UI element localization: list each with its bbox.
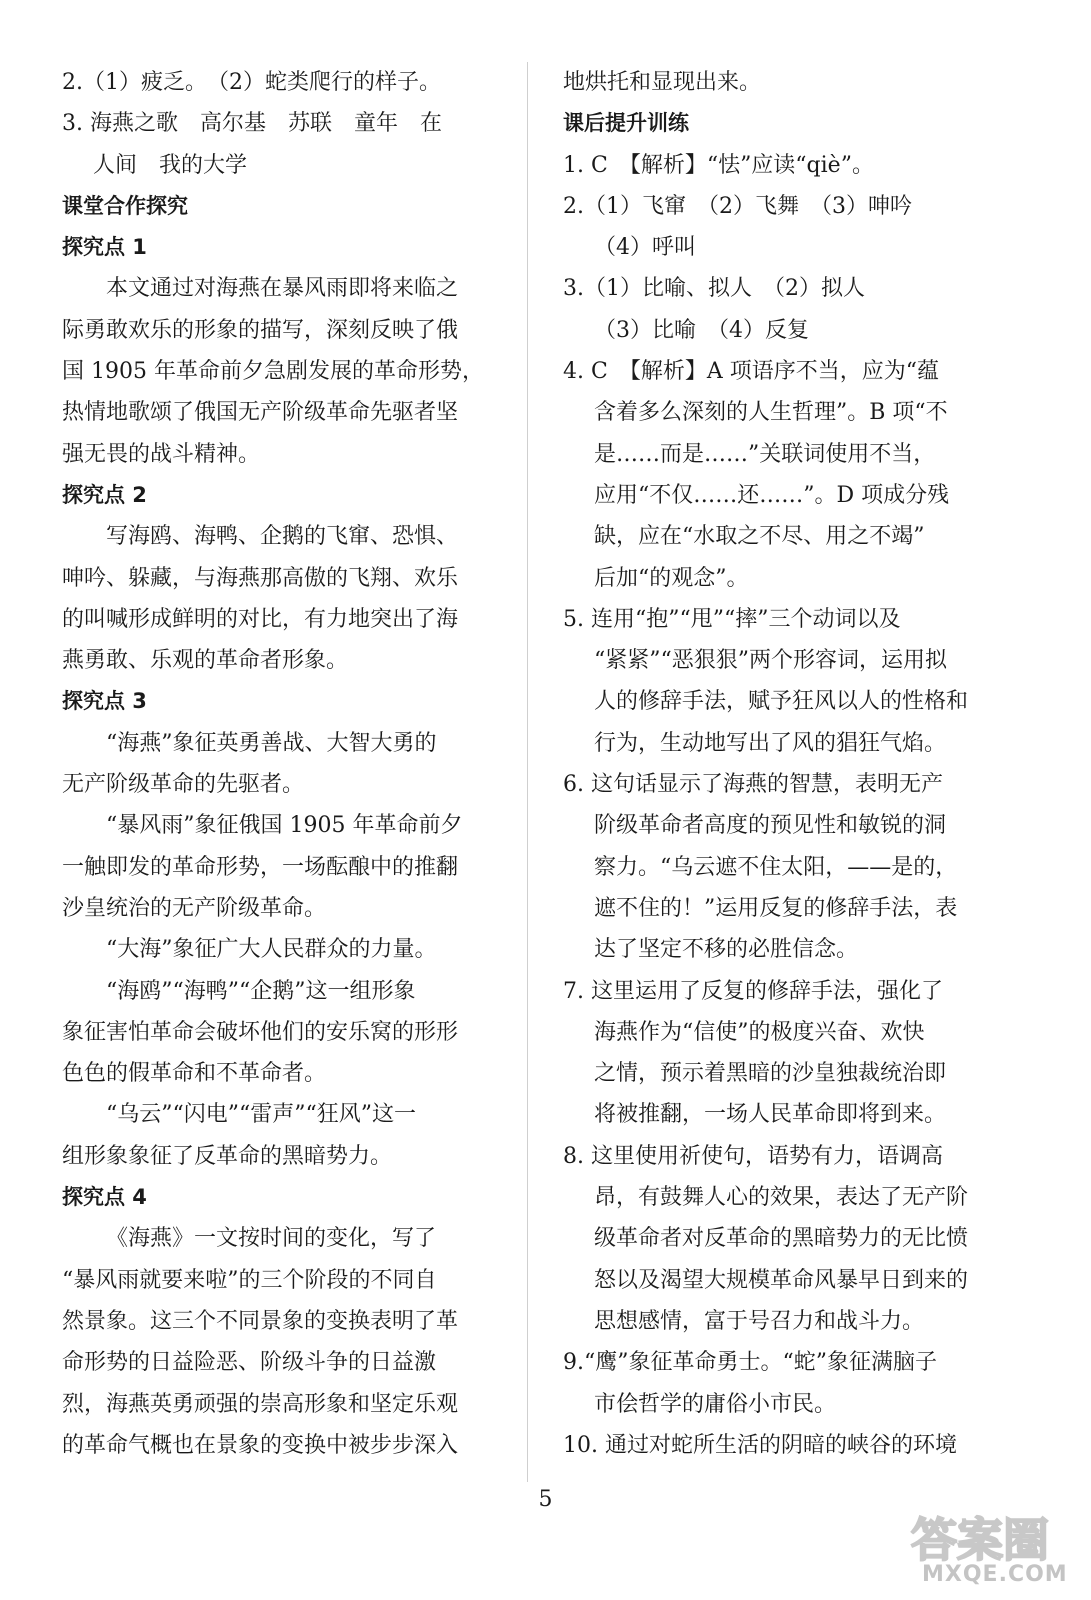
watermark-text: 答案圈 bbox=[911, 1513, 1049, 1567]
text-line: “海燕”象征英勇善战、大智大勇的 bbox=[106, 730, 437, 756]
text-line: 缺，应在“水取之不尽、用之不竭” bbox=[594, 524, 925, 550]
text-line: 一触即发的革命形势，一场酝酿中的推翻 bbox=[62, 854, 459, 880]
text-line: 遮不住的！”运用反复的修辞手法，表 bbox=[594, 895, 958, 921]
text-line: 应用“不仅……还……”。D 项成分残 bbox=[594, 482, 950, 508]
text-line: 达了坚定不移的必胜信念。 bbox=[594, 937, 859, 963]
text-line: 象征害怕革命会破坏他们的安乐窝的形形 bbox=[62, 1019, 459, 1045]
watermark-logo bbox=[900, 1508, 1060, 1568]
section-heading: 课堂合作探究 bbox=[62, 193, 188, 218]
text-line: 5. 连用“抱”“甩”“摔”三个动词以及 bbox=[563, 606, 901, 632]
text-line: 热情地歌颂了俄国无产阶级革命先驱者坚 bbox=[62, 400, 459, 426]
text-line: 市侩哲学的庸俗小市民。 bbox=[594, 1391, 837, 1417]
section-heading: 探究点 4 bbox=[62, 1185, 147, 1210]
text-line: “乌云”“闪电”“雷声”“狂风”这一 bbox=[106, 1102, 416, 1128]
text-line: 将被推翻，一场人民革命即将到来。 bbox=[594, 1102, 947, 1128]
text-line: 2.（1）飞窜 （2）飞舞 （3）呻吟 bbox=[563, 193, 912, 219]
text-line: 海燕作为“信使”的极度兴奋、欢快 bbox=[594, 1019, 925, 1045]
text-line: 3.（1）比喻、拟人 （2）拟人 bbox=[563, 276, 865, 302]
text-line: 烈，海燕英勇顽强的崇高形象和坚定乐观 bbox=[62, 1391, 459, 1417]
column-divider bbox=[527, 62, 528, 1482]
text-line: “暴风雨就要来啦”的三个阶段的不同自 bbox=[62, 1267, 437, 1293]
text-line: 察力。“乌云遮不住太阳，——是的， bbox=[594, 854, 958, 880]
text-line: 后加“的观念”。 bbox=[594, 565, 749, 591]
text-line: 《海燕》一文按时间的变化，写了 bbox=[106, 1226, 437, 1252]
text-line: 沙皇统治的无产阶级革命。 bbox=[62, 895, 327, 921]
text-line: 组形象象征了反革命的黑暗势力。 bbox=[62, 1143, 393, 1169]
page-number: 5 bbox=[538, 1487, 553, 1512]
text-line: （3）比喻 （4）反复 bbox=[594, 317, 809, 343]
text-line: 10. 通过对蛇所生活的阴暗的峡谷的环境 bbox=[563, 1432, 957, 1458]
text-line: 本文通过对海燕在暴风雨即将来临之 bbox=[106, 276, 459, 302]
text-line: 地烘托和显现出来。 bbox=[563, 70, 762, 95]
text-line: 人间 我的大学 bbox=[93, 152, 248, 178]
text-line: “暴风雨”象征俄国 1905 年革命前夕 bbox=[106, 813, 463, 839]
section-heading: 探究点 3 bbox=[62, 689, 147, 714]
watermark-url: MXQE.COM bbox=[922, 1562, 1068, 1587]
text-line: “大海”象征广大人民群众的力量。 bbox=[106, 937, 437, 963]
text-line: 的叫喊形成鲜明的对比，有力地突出了海 bbox=[62, 606, 459, 632]
text-line: 3. 海燕之歌 高尔基 苏联 童年 在 bbox=[62, 111, 442, 137]
text-line: 是……而是……”关联词使用不当， bbox=[594, 441, 936, 467]
text-line: 然景象。这三个不同景象的变换表明了革 bbox=[62, 1308, 459, 1334]
text-line: 昂，有鼓舞人心的效果，表达了无产阶 bbox=[594, 1185, 969, 1211]
text-line: 阶级革命者高度的预见性和敏锐的洞 bbox=[594, 813, 947, 839]
section-heading: 探究点 2 bbox=[62, 482, 147, 507]
text-line: （4）呼叫 bbox=[594, 235, 696, 261]
text-line: 无产阶级革命的先驱者。 bbox=[62, 772, 305, 798]
text-line: 的革命气概也在景象的变换中被步步深入 bbox=[62, 1432, 459, 1458]
text-line: 9.“鹰”象征革命勇士。“蛇”象征满脑子 bbox=[563, 1350, 937, 1376]
text-line: 燕勇敢、乐观的革命者形象。 bbox=[62, 648, 349, 674]
text-line: 人的修辞手法，赋予狂风以人的性格和 bbox=[594, 689, 969, 715]
text-line: 行为，生动地写出了风的猖狂气焰。 bbox=[594, 730, 947, 756]
text-line: 命形势的日益险恶、阶级斗争的日益激 bbox=[62, 1350, 437, 1376]
section-heading: 课后提升训练 bbox=[563, 111, 689, 136]
text-line: 怒以及渴望大规模革命风暴早日到来的 bbox=[594, 1267, 969, 1293]
text-line: 1. C 【解析】“怯”应读“qiè”。 bbox=[563, 152, 874, 178]
text-line: 8. 这里使用祈使句，语势有力，语调高 bbox=[563, 1143, 943, 1169]
text-line: 际勇敢欢乐的形象的描写，深刻反映了俄 bbox=[62, 317, 459, 343]
right-column bbox=[563, 62, 995, 1466]
text-line: 之情，预示着黑暗的沙皇独裁统治即 bbox=[594, 1061, 947, 1087]
text-line: “紧紧”“恶狠狠”两个形容词，运用拟 bbox=[594, 648, 947, 674]
text-line: 写海鸥、海鸭、企鹅的飞窜、恐惧、 bbox=[106, 524, 459, 550]
text-line: 国 1905 年革命前夕急剧发展的革命形势， bbox=[62, 359, 484, 385]
text-line: 2.（1）疲乏。 （2）蛇类爬行的样子。 bbox=[62, 70, 441, 95]
text-line: 4. C 【解析】A 项语序不当，应为“蕴 bbox=[563, 359, 939, 385]
text-line: “海鸥”“海鸭”“企鹅”这一组形象 bbox=[106, 978, 416, 1004]
text-line: 7. 这里运用了反复的修辞手法，强化了 bbox=[563, 978, 943, 1004]
section-heading: 探究点 1 bbox=[62, 235, 147, 260]
text-line: 强无畏的战斗精神。 bbox=[62, 441, 261, 467]
text-line: 呻吟、躲藏，与海燕那高傲的飞翔、欢乐 bbox=[62, 565, 459, 591]
text-line: 含着多么深刻的人生哲理”。B 项“不 bbox=[594, 400, 948, 426]
text-line: 思想感情，富于号召力和战斗力。 bbox=[594, 1308, 925, 1334]
text-line: 色色的假革命和不革命者。 bbox=[62, 1061, 327, 1087]
text-line: 级革命者对反革命的黑暗势力的无比愤 bbox=[594, 1226, 969, 1252]
text-line: 6. 这句话显示了海燕的智慧，表明无产 bbox=[563, 772, 943, 798]
left-column bbox=[62, 62, 490, 1466]
